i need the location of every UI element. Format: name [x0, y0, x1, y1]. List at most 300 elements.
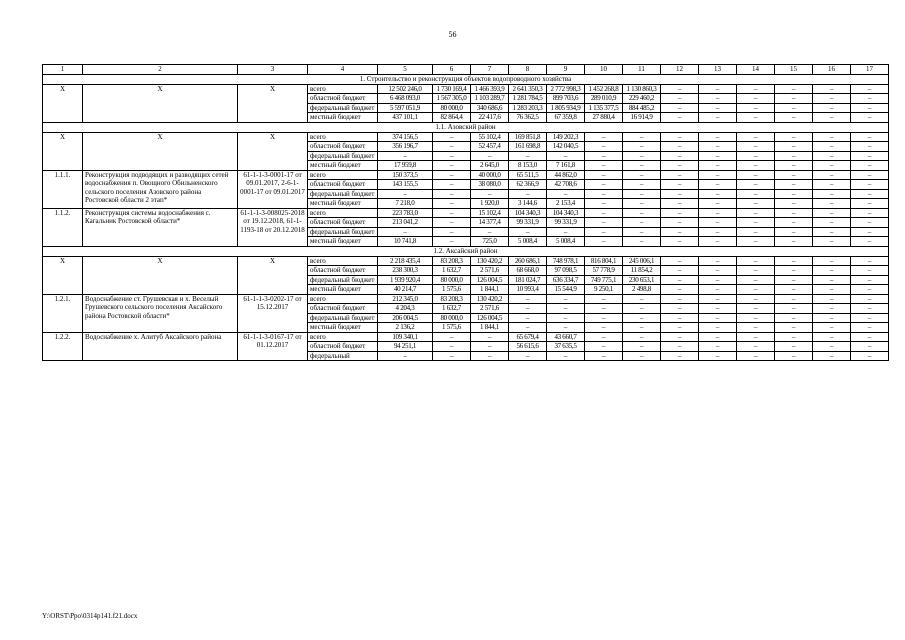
amount-cell: 109 340,1 — [378, 332, 433, 342]
amount-cell: – — [433, 237, 471, 247]
amount-cell: 1 844,1 — [471, 323, 509, 333]
amount-cell: – — [547, 189, 585, 199]
amount-cell: 43 660,7 — [547, 332, 585, 342]
amount-cell: 169 851,8 — [509, 132, 547, 142]
amount-cell: – — [699, 332, 737, 342]
amount-cell: – — [509, 189, 547, 199]
amount-cell: – — [378, 189, 433, 199]
amount-cell: – — [699, 113, 737, 123]
amount-cell: – — [471, 227, 509, 237]
amount-cell: 65 511,5 — [509, 170, 547, 180]
amount-cell: 40 000,0 — [471, 170, 509, 180]
amount-cell: – — [851, 142, 889, 152]
amount-cell: 1 939 920,4 — [378, 275, 433, 285]
funding-source: областной бюджет — [308, 180, 378, 190]
amount-cell: 884 485,2 — [623, 103, 661, 113]
amount-cell: – — [851, 199, 889, 209]
amount-cell: – — [509, 151, 547, 161]
amount-cell: – — [585, 332, 623, 342]
amount-cell: – — [813, 304, 851, 314]
amount-cell: 5 597 051,9 — [378, 103, 433, 113]
amount-cell: – — [661, 113, 699, 123]
amount-cell: 1 103 289,7 — [471, 94, 509, 104]
amount-cell: – — [737, 180, 775, 190]
amount-cell: – — [471, 332, 509, 342]
amount-cell: – — [585, 199, 623, 209]
amount-cell: 16 914,9 — [623, 113, 661, 123]
amount-cell: – — [699, 199, 737, 209]
amount-cell: 9 250,1 — [585, 285, 623, 295]
amount-cell: 143 155,5 — [378, 180, 433, 190]
object-name: Водоснабжение х. Алитуб Аксайского района — [83, 332, 238, 361]
funding-source: всего — [308, 208, 378, 218]
amount-cell: – — [623, 218, 661, 228]
amount-cell: – — [623, 170, 661, 180]
amount-cell: 2 645,0 — [471, 161, 509, 171]
amount-cell: – — [813, 189, 851, 199]
amount-cell: 83 208,3 — [433, 256, 471, 266]
amount-cell: – — [585, 170, 623, 180]
document-reference: X — [238, 84, 308, 122]
amount-cell: – — [813, 323, 851, 333]
object-name: Реконструкция системы водоснабжения с. Кагальник Ростовской области* — [83, 208, 238, 246]
amount-cell: – — [775, 237, 813, 247]
amount-cell: – — [699, 189, 737, 199]
amount-cell: – — [813, 342, 851, 352]
amount-cell: – — [775, 84, 813, 94]
column-header: 11 — [623, 65, 661, 75]
amount-cell: – — [775, 208, 813, 218]
funding-source: всего — [308, 170, 378, 180]
amount-cell: 149 202,3 — [547, 132, 585, 142]
amount-cell: – — [378, 227, 433, 237]
amount-cell: – — [509, 227, 547, 237]
amount-cell: – — [547, 304, 585, 314]
amount-cell: – — [851, 113, 889, 123]
amount-cell: – — [851, 218, 889, 228]
amount-cell: – — [813, 237, 851, 247]
document-reference: X — [238, 256, 308, 294]
amount-cell: 1 452 268,8 — [585, 84, 623, 94]
amount-cell: 6 468 093,0 — [378, 94, 433, 104]
amount-cell: – — [585, 161, 623, 171]
amount-cell: 1 632,7 — [433, 266, 471, 276]
column-header: 7 — [471, 65, 509, 75]
funding-source: федеральный бюджет — [308, 189, 378, 199]
amount-cell: – — [699, 218, 737, 228]
amount-cell: – — [509, 351, 547, 361]
amount-cell: – — [737, 94, 775, 104]
amount-cell: 1 283 203,3 — [509, 103, 547, 113]
amount-cell: – — [623, 227, 661, 237]
amount-cell: 83 208,3 — [433, 294, 471, 304]
amount-cell: – — [737, 275, 775, 285]
amount-cell: – — [775, 294, 813, 304]
amount-cell: – — [775, 151, 813, 161]
amount-cell: 10 741,8 — [378, 237, 433, 247]
amount-cell: – — [851, 227, 889, 237]
amount-cell: – — [661, 285, 699, 295]
amount-cell: 104 340,3 — [547, 208, 585, 218]
amount-cell: 126 004,5 — [471, 313, 509, 323]
amount-cell: – — [851, 180, 889, 190]
column-header-row — [43, 65, 889, 75]
amount-cell: – — [699, 351, 737, 361]
table-row — [43, 170, 889, 180]
amount-cell: 150 373,5 — [378, 170, 433, 180]
amount-cell: – — [585, 189, 623, 199]
page-number: 56 — [448, 30, 457, 39]
amount-cell: – — [433, 132, 471, 142]
amount-cell: – — [661, 94, 699, 104]
funding-source: местный бюджет — [308, 323, 378, 333]
amount-cell: – — [585, 227, 623, 237]
amount-cell: – — [813, 199, 851, 209]
amount-cell: 2 218 435,4 — [378, 256, 433, 266]
amount-cell: – — [585, 313, 623, 323]
budget-table — [42, 64, 889, 361]
amount-cell: – — [661, 151, 699, 161]
amount-cell: 1 466 393,9 — [471, 84, 509, 94]
amount-cell: – — [585, 180, 623, 190]
amount-cell: – — [699, 84, 737, 94]
amount-cell: – — [661, 199, 699, 209]
amount-cell: 212 345,0 — [378, 294, 433, 304]
funding-source: федеральный — [308, 351, 378, 361]
amount-cell: 10 993,4 — [509, 285, 547, 295]
amount-cell: – — [378, 351, 433, 361]
amount-cell: – — [661, 142, 699, 152]
amount-cell: – — [699, 132, 737, 142]
amount-cell: 2 136,2 — [378, 323, 433, 333]
amount-cell: – — [775, 304, 813, 314]
table-row — [43, 294, 889, 304]
amount-cell: 899 703,6 — [547, 94, 585, 104]
amount-cell: – — [737, 227, 775, 237]
amount-cell: 374 156,5 — [378, 132, 433, 142]
amount-cell: – — [775, 161, 813, 171]
amount-cell: – — [585, 132, 623, 142]
amount-cell: – — [433, 180, 471, 190]
funding-source: областной бюджет — [308, 266, 378, 276]
amount-cell: 230 653,1 — [623, 275, 661, 285]
amount-cell: 65 679,4 — [509, 332, 547, 342]
amount-cell: – — [661, 266, 699, 276]
amount-cell: 14 377,4 — [471, 218, 509, 228]
amount-cell: – — [851, 351, 889, 361]
amount-cell: – — [775, 170, 813, 180]
amount-cell: – — [585, 218, 623, 228]
amount-cell: – — [775, 199, 813, 209]
column-header: 9 — [547, 65, 585, 75]
amount-cell: 340 686,6 — [471, 103, 509, 113]
amount-cell: 12 502 246,0 — [378, 84, 433, 94]
amount-cell: – — [623, 132, 661, 142]
table-row — [43, 256, 889, 266]
amount-cell: – — [851, 256, 889, 266]
object-name: X — [83, 256, 238, 294]
amount-cell: 816 804,1 — [585, 256, 623, 266]
item-number: 1.2.1. — [43, 294, 83, 332]
amount-cell: – — [623, 151, 661, 161]
amount-cell: – — [737, 170, 775, 180]
amount-cell: – — [661, 180, 699, 190]
amount-cell: 289 010,9 — [585, 94, 623, 104]
amount-cell: 99 331,9 — [509, 218, 547, 228]
amount-cell: 213 041,2 — [378, 218, 433, 228]
amount-cell: – — [813, 180, 851, 190]
amount-cell: 68 668,0 — [509, 266, 547, 276]
amount-cell: – — [623, 304, 661, 314]
amount-cell: – — [699, 208, 737, 218]
amount-cell: – — [547, 294, 585, 304]
amount-cell: 1 632,7 — [433, 304, 471, 314]
amount-cell: – — [623, 323, 661, 333]
amount-cell: 749 775,1 — [585, 275, 623, 285]
funding-source: областной бюджет — [308, 142, 378, 152]
amount-cell: – — [433, 151, 471, 161]
item-number: X — [43, 256, 83, 294]
document-reference: 61-1-1-3-008025-2018 от 19.12.2018, 61-1-1193-18 от 20.12.2018 — [238, 208, 308, 246]
funding-source: местный бюджет — [308, 237, 378, 247]
amount-cell: 99 331,9 — [547, 218, 585, 228]
amount-cell: – — [433, 142, 471, 152]
document-reference: X — [238, 132, 308, 170]
amount-cell: – — [585, 151, 623, 161]
funding-source: областной бюджет — [308, 218, 378, 228]
amount-cell: 15 102,4 — [471, 208, 509, 218]
amount-cell: – — [623, 294, 661, 304]
column-header: 10 — [585, 65, 623, 75]
amount-cell: 229 460,2 — [623, 94, 661, 104]
amount-cell: – — [699, 285, 737, 295]
amount-cell: – — [699, 237, 737, 247]
amount-cell: 27 880,4 — [585, 113, 623, 123]
amount-cell: – — [699, 227, 737, 237]
amount-cell: – — [775, 351, 813, 361]
amount-cell: 142 040,5 — [547, 142, 585, 152]
amount-cell: – — [851, 208, 889, 218]
amount-cell: 2 571,6 — [471, 266, 509, 276]
amount-cell: – — [851, 285, 889, 295]
amount-cell: – — [661, 170, 699, 180]
column-header: 5 — [378, 65, 433, 75]
column-header: 1 — [43, 65, 83, 75]
amount-cell: – — [737, 332, 775, 342]
funding-source: федеральный бюджет — [308, 227, 378, 237]
amount-cell: 161 698,8 — [509, 142, 547, 152]
amount-cell: – — [851, 103, 889, 113]
amount-cell: – — [585, 342, 623, 352]
column-header: 14 — [737, 65, 775, 75]
amount-cell: 94 251,1 — [378, 342, 433, 352]
amount-cell: – — [661, 351, 699, 361]
amount-cell: 245 006,1 — [623, 256, 661, 266]
amount-cell: – — [547, 323, 585, 333]
amount-cell: – — [737, 218, 775, 228]
amount-cell: – — [661, 84, 699, 94]
amount-cell: – — [813, 161, 851, 171]
amount-cell: – — [661, 189, 699, 199]
amount-cell: 82 864,4 — [433, 113, 471, 123]
amount-cell: 8 153,0 — [509, 161, 547, 171]
amount-cell: 17 959,8 — [378, 161, 433, 171]
amount-cell: – — [623, 332, 661, 342]
column-header: 4 — [308, 65, 378, 75]
amount-cell: 1 130 860,3 — [623, 84, 661, 94]
amount-cell: – — [775, 113, 813, 123]
amount-cell: – — [737, 142, 775, 152]
document-reference: 61-1-1-3-0001-17 от 09.01.2017, 2-6-1-0001-17 от 09.01.2017 — [238, 170, 308, 208]
amount-cell: 42 708,6 — [547, 180, 585, 190]
amount-cell: – — [737, 189, 775, 199]
amount-cell: 80 000,0 — [433, 275, 471, 285]
column-header: 17 — [851, 65, 889, 75]
amount-cell: – — [737, 161, 775, 171]
amount-cell: – — [813, 313, 851, 323]
section-title-row — [43, 122, 889, 132]
amount-cell: – — [433, 342, 471, 352]
amount-cell: – — [547, 351, 585, 361]
amount-cell: 37 635,5 — [547, 342, 585, 352]
amount-cell: 7 218,0 — [378, 199, 433, 209]
funding-source: федеральный бюджет — [308, 275, 378, 285]
amount-cell: – — [851, 304, 889, 314]
amount-cell: – — [661, 294, 699, 304]
amount-cell: 52 457,4 — [471, 142, 509, 152]
amount-cell: – — [547, 151, 585, 161]
funding-source: всего — [308, 84, 378, 94]
section-title: 1. Строительство и реконструкция объектов водопроводного хозяйства — [43, 74, 889, 84]
table-row — [43, 132, 889, 142]
amount-cell: – — [851, 84, 889, 94]
amount-cell: – — [623, 142, 661, 152]
amount-cell: – — [737, 285, 775, 295]
amount-cell: 2 641 350,3 — [509, 84, 547, 94]
amount-cell: – — [433, 218, 471, 228]
amount-cell: 5 008,4 — [509, 237, 547, 247]
funding-source: местный бюджет — [308, 199, 378, 209]
amount-cell: – — [699, 275, 737, 285]
amount-cell: 1 281 784,5 — [509, 94, 547, 104]
amount-cell: – — [813, 94, 851, 104]
amount-cell: – — [813, 351, 851, 361]
amount-cell: – — [813, 113, 851, 123]
amount-cell: – — [737, 237, 775, 247]
amount-cell: 2 498,8 — [623, 285, 661, 295]
amount-cell: – — [737, 151, 775, 161]
funding-source: всего — [308, 332, 378, 342]
amount-cell: – — [623, 237, 661, 247]
amount-cell: – — [433, 208, 471, 218]
amount-cell: – — [699, 342, 737, 352]
amount-cell: 55 102,4 — [471, 132, 509, 142]
amount-cell: 2 571,6 — [471, 304, 509, 314]
amount-cell: – — [737, 256, 775, 266]
amount-cell: – — [851, 332, 889, 342]
amount-cell: – — [813, 227, 851, 237]
amount-cell: – — [737, 342, 775, 352]
funding-source: областной бюджет — [308, 304, 378, 314]
amount-cell: – — [699, 294, 737, 304]
item-number: X — [43, 84, 83, 122]
amount-cell: – — [775, 275, 813, 285]
amount-cell: – — [661, 218, 699, 228]
amount-cell: 38 080,0 — [471, 180, 509, 190]
amount-cell: – — [813, 151, 851, 161]
amount-cell: 1 575,6 — [433, 323, 471, 333]
amount-cell: – — [851, 170, 889, 180]
amount-cell: – — [813, 332, 851, 342]
amount-cell: 104 340,3 — [509, 208, 547, 218]
amount-cell: – — [585, 351, 623, 361]
amount-cell: – — [775, 132, 813, 142]
amount-cell: – — [775, 189, 813, 199]
amount-cell: – — [661, 132, 699, 142]
amount-cell: – — [775, 266, 813, 276]
amount-cell: – — [737, 113, 775, 123]
amount-cell: – — [813, 294, 851, 304]
amount-cell: – — [623, 189, 661, 199]
amount-cell: – — [775, 94, 813, 104]
amount-cell: – — [699, 94, 737, 104]
amount-cell: – — [775, 256, 813, 266]
amount-cell: – — [661, 313, 699, 323]
funding-source: местный бюджет — [308, 113, 378, 123]
amount-cell: – — [471, 151, 509, 161]
amount-cell: – — [623, 313, 661, 323]
amount-cell: 56 615,6 — [509, 342, 547, 352]
funding-source: федеральный бюджет — [308, 313, 378, 323]
amount-cell: – — [509, 323, 547, 333]
amount-cell: – — [661, 227, 699, 237]
amount-cell: – — [433, 161, 471, 171]
amount-cell: – — [661, 342, 699, 352]
amount-cell: – — [433, 189, 471, 199]
amount-cell: – — [775, 313, 813, 323]
table-row — [43, 332, 889, 342]
section-title: 1.2. Аксайский район — [43, 246, 889, 256]
amount-cell: – — [509, 304, 547, 314]
amount-cell: – — [433, 170, 471, 180]
object-name: Водоснабжение ст. Грушевская и х. Веселый Грушевского сельского поселения Аксайского района Ростовской области* — [83, 294, 238, 332]
object-name: X — [83, 132, 238, 170]
amount-cell: 1 844,1 — [471, 285, 509, 295]
amount-cell: 76 362,5 — [509, 113, 547, 123]
amount-cell: – — [775, 103, 813, 113]
object-name: X — [83, 84, 238, 122]
amount-cell: – — [661, 323, 699, 333]
amount-cell: – — [509, 313, 547, 323]
amount-cell: – — [737, 266, 775, 276]
column-header: 16 — [813, 65, 851, 75]
amount-cell: – — [737, 323, 775, 333]
amount-cell: – — [813, 275, 851, 285]
amount-cell: 2 153,4 — [547, 199, 585, 209]
section-title-row — [43, 74, 889, 84]
amount-cell: – — [699, 161, 737, 171]
amount-cell: – — [851, 342, 889, 352]
funding-source: всего — [308, 294, 378, 304]
amount-cell: – — [851, 151, 889, 161]
amount-cell: – — [623, 351, 661, 361]
amount-cell: 97 098,5 — [547, 266, 585, 276]
amount-cell: – — [813, 84, 851, 94]
amount-cell: – — [699, 103, 737, 113]
amount-cell: – — [585, 294, 623, 304]
amount-cell: 126 004,5 — [471, 275, 509, 285]
amount-cell: 57 778,9 — [585, 266, 623, 276]
